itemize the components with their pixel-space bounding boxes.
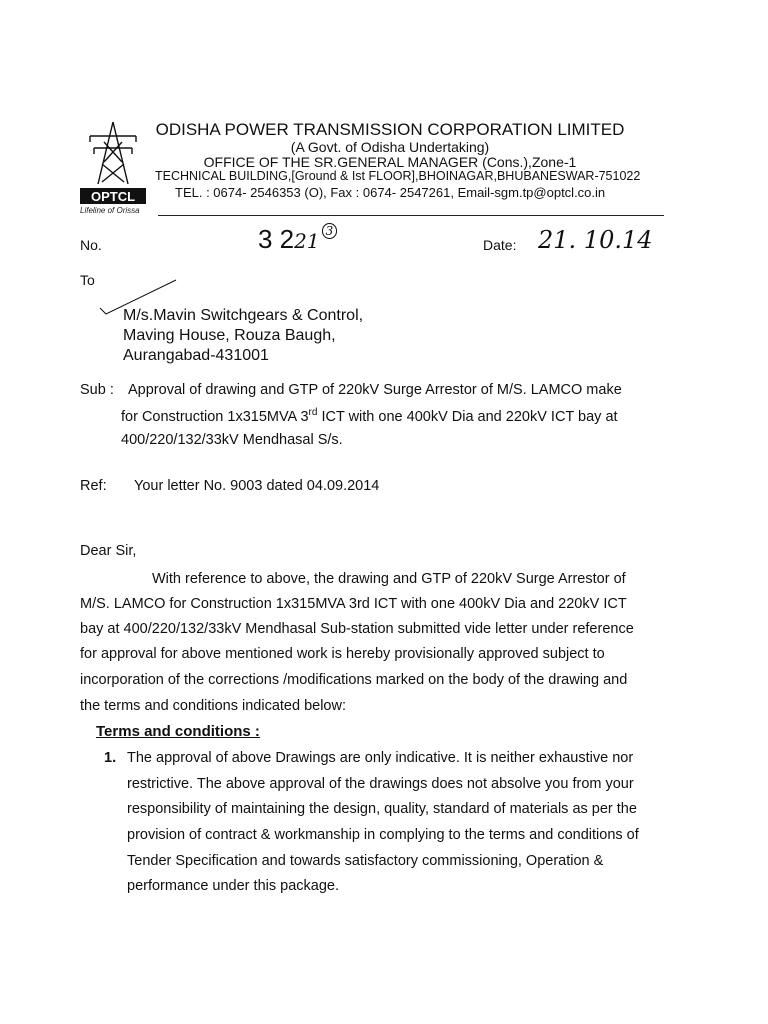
paragraph-line: the terms and conditions indicated below:: [80, 698, 346, 714]
subject-label: Sub :: [80, 382, 114, 398]
date-label: Date:: [483, 237, 517, 253]
subject-line-2b: ICT with one 400kV Dia and 220kV ICT bay at: [317, 408, 618, 425]
letter-number-printed: 3 2: [258, 224, 295, 254]
logo-text: OPTCL: [90, 189, 136, 204]
terms-item-number: 1.: [104, 750, 117, 766]
terms-heading: Terms and conditions :: [96, 723, 260, 740]
ref-text: Your letter No. 9003 dated 04.09.2014: [134, 478, 380, 494]
paragraph-line: incorporation of the corrections /modifications marked on the body of the drawing and: [80, 672, 628, 688]
letter-number-label: No.: [80, 237, 102, 253]
paragraph-line: bay at 400/220/132/33kV Mendhasal Sub-station submitted vide letter under reference: [80, 621, 634, 637]
addressee-line-2: Maving House, Rouza Baugh,: [123, 327, 336, 344]
paragraph-line: for approval for above mentioned work is hereby provisionally approved subject to: [80, 646, 605, 662]
terms-item-line: performance under this package.: [127, 878, 339, 894]
subject-line-1: Approval of drawing and GTP of 220kV Surge Arrestor of M/S. LAMCO make: [128, 382, 622, 398]
letterhead-divider: [158, 215, 664, 216]
letter-number-circled: 3: [322, 223, 338, 239]
terms-item-line: The approval of above Drawings are only indicative. It is neither exhaustive nor: [127, 750, 634, 766]
office-address: TECHNICAL BUILDING,[Ground & Ist FLOOR],BHOINAGAR,BHUBANESWAR-751022: [155, 169, 641, 183]
subject-line-2: [121, 407, 618, 425]
subject-superscript: rd: [308, 407, 318, 418]
organization-name: ODISHA POWER TRANSMISSION CORPORATION LIMITED: [155, 120, 625, 139]
letter-number: [258, 224, 337, 255]
terms-item-line: provision of contract & workmanship in complying to the terms and conditions of: [127, 827, 639, 843]
addressee-line-1: M/s.Mavin Switchgears & Control,: [123, 307, 364, 324]
addressee-line-3: Aurangabad-431001: [123, 347, 269, 364]
subject-line-2a: for Construction 1x315MVA 3: [121, 408, 309, 425]
organization-subtitle: (A Govt. of Odisha Undertaking): [290, 139, 490, 155]
letter-number-handwritten: 21: [294, 229, 320, 253]
subject-line-3: 400/220/132/33kV Mendhasal S/s.: [121, 432, 343, 448]
terms-item-line: Tender Specification and towards satisfactory commissioning, Operation &: [127, 853, 604, 869]
contact-details: TEL. : 0674- 2546353 (O), Fax : 0674- 2547261, Email-sgm.tp@optcl.co.in: [175, 185, 606, 200]
logo-tagline: Lifeline of Orissa: [80, 206, 140, 215]
addressee-block: [123, 306, 363, 366]
terms-item-line: restrictive. The above approval of the drawings does not absolve you from your: [127, 776, 634, 792]
terms-item-line: responsibility of maintaining the design, quality, standard of materials as per the: [127, 801, 637, 817]
salutation: Dear Sir,: [80, 543, 137, 559]
paragraph-line: M/S. LAMCO for Construction 1x315MVA 3rd ICT with one 400kV Dia and 220kV ICT: [80, 596, 627, 612]
date-handwritten: 21. 10.14: [538, 226, 653, 254]
to-label: To: [80, 272, 95, 288]
office-name: OFFICE OF THE SR.GENERAL MANAGER (Cons.),Zone-1: [203, 154, 577, 170]
paragraph-line: With reference to above, the drawing and GTP of 220kV Surge Arrestor of: [152, 571, 626, 587]
ref-label: Ref:: [80, 478, 107, 494]
